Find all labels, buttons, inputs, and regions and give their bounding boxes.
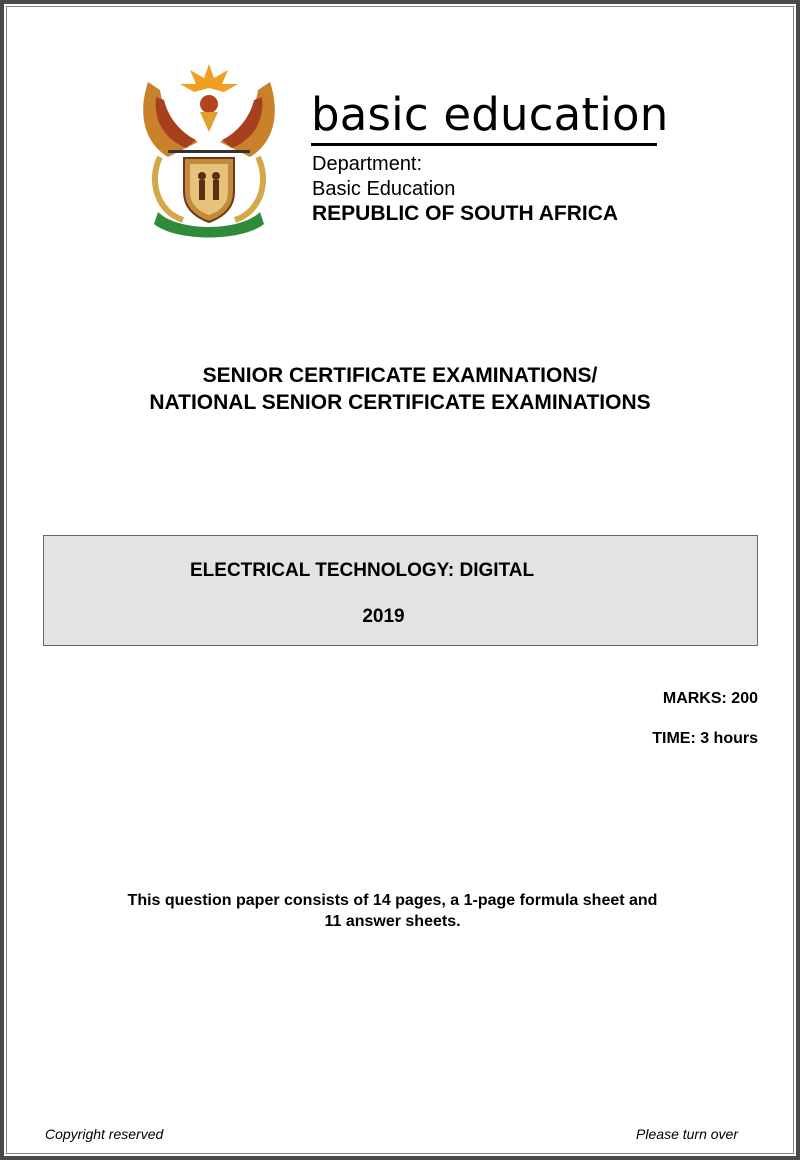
coat-of-arms-logo [138,62,280,240]
subject-box [43,535,758,646]
brand-underline [311,143,657,146]
time-label: TIME: 3 hours [652,730,758,747]
country-name: REPUBLIC OF SOUTH AFRICA [312,202,619,225]
copyright-footer: Copyright reserved [45,1126,164,1142]
turn-over-footer: Please turn over [636,1126,738,1142]
exam-heading-line1: SENIOR CERTIFICATE EXAMINATIONS/ [202,364,598,387]
subject-title: ELECTRICAL TECHNOLOGY: DIGITAL [190,560,535,581]
brand-title: basic education [311,88,669,141]
page-count-note-line1: This question paper consists of 14 pages, a 1-page formula sheet and [127,892,658,909]
page-count-note [0,890,785,932]
department-label: Department: [312,153,423,175]
subject-year: 2019 [362,606,405,627]
department-name: Basic Education [312,178,456,200]
page-count-note-line2: 11 answer sheets. [324,913,461,930]
marks-label: MARKS: 200 [662,690,758,707]
exam-heading-line2: NATIONAL SENIOR CERTIFICATE EXAMINATIONS [149,391,651,414]
